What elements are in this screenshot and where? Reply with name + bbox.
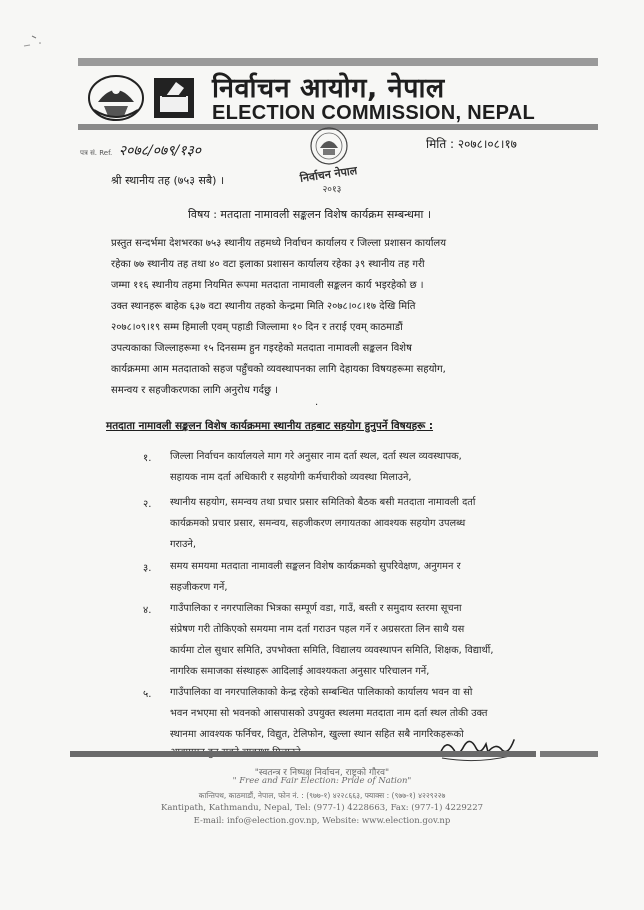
list-item-number: १. bbox=[143, 453, 152, 464]
official-stamp bbox=[286, 122, 372, 196]
addressee: श्री स्थानीय तह (७५३ सबै) । bbox=[111, 174, 225, 187]
stamp-year: २०१३ bbox=[322, 185, 342, 195]
stamp-text: निर्वाचन नेपाल bbox=[299, 164, 358, 185]
list-item-number: ४. bbox=[143, 605, 152, 616]
body-line: जम्मा ११६ स्थानीय तहमा नियमित रूपमा मतदाता नामावली सङ्कलन कार्य भइरहेको छ । bbox=[111, 280, 424, 291]
reference-value: २०७८/०७९/१३० bbox=[118, 143, 202, 159]
list-item-line: गाउँपालिका र नगरपालिका भित्रका सम्पूर्ण वडा, गाउँ, बस्ती र समुदाय स्तरमा सूचना bbox=[170, 603, 462, 614]
footer-motto-nepali: "स्वतन्त्र र निष्पक्ष निर्वाचन, राष्ट्रको गौरव" bbox=[254, 768, 390, 778]
list-item-line: नागरिक समाजका संस्थाहरू आदिलाई आवश्यकता अनुसार परिचालन गर्ने, bbox=[170, 666, 430, 677]
list-item-line: सहजीकरण गर्ने, bbox=[170, 582, 228, 593]
list-item-line: गाउँपालिका वा नगरपालिकाको केन्द्र रहेको सम्बन्धित पालिकाको कार्यालय भवन वा सो bbox=[170, 687, 473, 698]
nepal-emblem-icon bbox=[86, 72, 146, 122]
body-line: प्रस्तुत सन्दर्भमा देशभरका ७५३ स्थानीय तहमध्ये निर्वाचन कार्यालय र जिल्ला प्रशासन कार्यालय bbox=[111, 238, 447, 249]
list-item-line: जिल्ला निर्वाचन कार्यालयले माग गरे अनुसार नाम दर्ता स्थल, दर्ता स्थल व्यवस्थापक, bbox=[170, 451, 462, 462]
footer-bar-right bbox=[540, 751, 598, 757]
list-item-line: भवन नभएमा सो भवनको आसपासको उपयुक्त स्थलमा मतदाता नाम दर्ता स्थल तोकी उक्त bbox=[170, 708, 488, 719]
list-item-line: स्थानमा आवश्यक फर्निचर, विद्युत, टेलिफोन, खुल्ला स्थान सहित सबै नागरिकहरूको bbox=[170, 729, 464, 740]
list-item-line: कार्यमा टोल सुधार समिति, उपभोक्ता समिति, विद्यालय व्यवस्थापन समिति, शिक्षक, विद्यार्थी, bbox=[170, 645, 494, 656]
list-item-number: २. bbox=[143, 499, 152, 510]
footer-bar bbox=[70, 751, 536, 757]
organization-title-nepali: निर्वाचन आयोग, नेपाल bbox=[212, 73, 445, 104]
body-line: समन्वय र सहजीकरणका लागि अनुरोध गर्दछु । bbox=[111, 385, 278, 396]
scan-speck-marks bbox=[22, 34, 46, 54]
letterhead-top-bar bbox=[78, 58, 598, 66]
list-item-number: ३. bbox=[143, 563, 152, 574]
list-item-line: कार्यक्रमको प्रचार प्रसार, समन्वय, सहजीकरण लगायतका आवश्यक सहयोग उपलब्ध bbox=[170, 518, 466, 529]
body-line: कार्यक्रममा आम मतदाताको सहज पहुँचको व्यवस्थापनका लागि देहायका विषयहरूमा सहयोग, bbox=[111, 364, 446, 375]
list-item-number: ५. bbox=[143, 689, 152, 700]
list-item-line: सहायक नाम दर्ता अधिकारी र सहयोगी कर्मचारीको व्यवस्था मिलाउने, bbox=[170, 472, 412, 483]
body-line: २०७८।०९।१९ सम्म हिमाली एवम् पहाडी जिल्लामा १० दिन र तराई एवम् काठमाडौं bbox=[111, 322, 403, 333]
body-line: रहेका ७७ स्थानीय तह तथा ४० वटा इलाका प्रशासन कार्यालय रहेका ३९ स्थानीय तह गरी bbox=[111, 259, 425, 270]
list-item-line: स्थानीय सहयोग, समन्वय तथा प्रचार प्रसार समितिको बैठक बसी मतदाता नामावली दर्ता bbox=[170, 497, 476, 508]
ballot-box-icon bbox=[152, 76, 196, 120]
reference-number bbox=[80, 141, 201, 160]
list-item-line: समय समयमा मतदाता नामावली सङ्कलन विशेष कार्यक्रमको सुपरिवेक्षण, अनुगमन र bbox=[170, 561, 461, 572]
list-item-line: संप्रेषण गरी तोकिएको समयमा नाम दर्ता गराउन पहल गर्ने र अग्रसरता लिन साथै यस bbox=[170, 624, 465, 635]
footer-contact: E-mail: info@election.gov.np, Website: www.election.gov.np bbox=[193, 816, 451, 826]
body-line: उपत्यकाका जिल्लाहरूमा १५ दिनसम्म हुन गइरहेको मतदाता नामावली सङ्कलन विशेष bbox=[111, 343, 412, 354]
subject-line: विषय : मतदाता नामावली सङ्कलन विशेष कार्यक्रम सम्बन्धमा । bbox=[188, 208, 432, 221]
separator-dot: · bbox=[315, 400, 319, 411]
section-heading: मतदाता नामावली सङ्कलन विशेष कार्यक्रममा स्थानीय तहबाट सहयोग हुनुपर्ने विषयहरू : bbox=[106, 420, 434, 432]
footer-address-english: Kantipath, Kathmandu, Nepal, Tel: (977-1) 4228663, Fax: (977-1) 4229227 bbox=[160, 803, 484, 813]
body-line: उक्त स्थानहरू बाहेक ६३७ वटा स्थानीय तहको केन्द्रमा मिति २०७८।०८।१७ देखि मिति bbox=[111, 301, 416, 312]
letter-date: मिति : २०७८।०८।१७ bbox=[426, 137, 517, 151]
footer-motto-english: " Free and Fair Election: Pride of Nation" bbox=[232, 776, 412, 786]
organization-title-english: ELECTION COMMISSION, NEPAL bbox=[212, 102, 535, 124]
reference-label: पत्र सं. Ref. bbox=[80, 149, 113, 157]
footer-address-nepali: कान्तिपथ, काठमाडौं, नेपाल, फोन नं. : (९७७-१) ४२२८६६३, फ्याक्स : (९७७-१) ४२२९२२७ bbox=[198, 791, 446, 800]
signature-mark bbox=[436, 730, 518, 766]
list-item-line: गराउने, bbox=[170, 539, 196, 550]
